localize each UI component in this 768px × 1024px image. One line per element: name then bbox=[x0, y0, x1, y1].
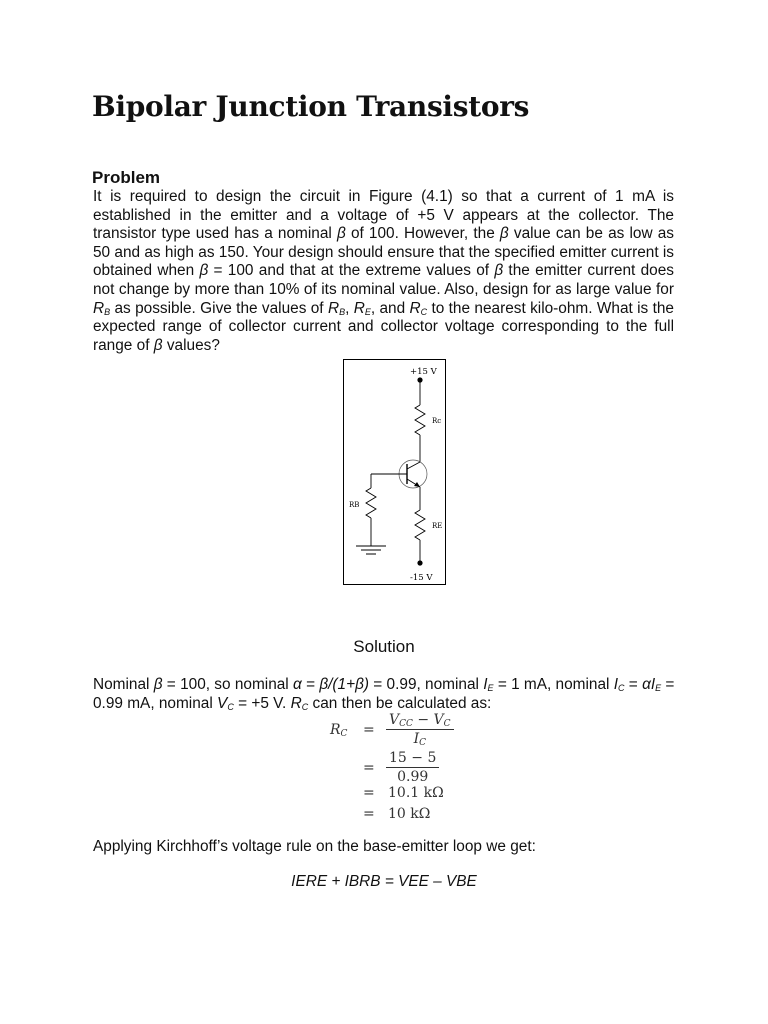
problem-text-segment: , and bbox=[370, 299, 410, 317]
fraction-denominator: 0.99 bbox=[397, 769, 429, 785]
circuit-figure bbox=[343, 359, 446, 585]
solution-text-segment: = 0.99 mA, nominal bbox=[93, 676, 675, 712]
problem-text-segment: It is required to design the circuit in Figure (4.1) so that a current of 1 mA is established in the emitter and a voltage of +5 V appears at the collector. The transistor type used has a nominal bbox=[93, 188, 674, 243]
re-label: RE bbox=[432, 522, 443, 530]
kvl-intro: Applying Kirchhoff’s voltage rule on the base-emitter loop we get: bbox=[93, 838, 536, 855]
solution-text-segment: = 0.99, nominal bbox=[369, 676, 484, 693]
minus-vc-symbol: − V bbox=[412, 712, 444, 728]
problem-text-segment: as possible. Give the values of bbox=[110, 299, 328, 317]
problem-text-segment: value can be as low as 50 and as high as 150. Your design should ensure that the specified emitter current is obtained when bbox=[93, 225, 674, 280]
solution-text-segment: = bbox=[624, 676, 643, 693]
vee-terminal bbox=[417, 560, 422, 565]
ic-symbol: I bbox=[613, 676, 619, 693]
circuit-diagram bbox=[344, 360, 447, 586]
rb-symbol: R bbox=[327, 299, 340, 317]
rc-lhs-letter: R bbox=[330, 722, 341, 738]
rc-subscript-text: C bbox=[420, 306, 428, 317]
fraction-denominator bbox=[386, 730, 454, 747]
solution-paragraph bbox=[93, 676, 683, 713]
fraction-15-5-over-0-99 bbox=[386, 750, 439, 785]
beta-symbol: β bbox=[199, 262, 209, 280]
problem-text-segment: of 100. However, the bbox=[345, 225, 500, 243]
solution-text-segment: can then be calculated as: bbox=[308, 694, 492, 712]
fraction-numerator bbox=[386, 712, 454, 730]
beta-symbol: β bbox=[336, 225, 346, 243]
problem-text-segment: , bbox=[345, 299, 354, 317]
ie-symbol: I bbox=[483, 676, 488, 693]
rb-subscript-text: B bbox=[339, 306, 346, 317]
alpha-ie-subscript-text: E bbox=[655, 683, 662, 693]
rc-resistor bbox=[415, 405, 425, 435]
beta-symbol: β bbox=[153, 676, 163, 693]
rb-symbol: R bbox=[93, 299, 105, 317]
vc-subscript: C bbox=[443, 719, 451, 729]
vcc-subscript: CC bbox=[399, 719, 413, 729]
vc-subscript-text: C bbox=[227, 701, 234, 712]
equals-sign: = bbox=[363, 760, 375, 776]
solution-heading: Solution bbox=[353, 637, 415, 656]
equals-sign: = bbox=[363, 722, 375, 738]
rb-resistor bbox=[366, 488, 376, 518]
problem-text-segment: values? bbox=[162, 336, 220, 354]
rb-subscript-text: B bbox=[104, 306, 111, 317]
ie-subscript-text: E bbox=[487, 683, 494, 693]
re-subscript-text: E bbox=[364, 306, 371, 317]
solution-text-segment: = 1 mA, nominal bbox=[493, 676, 614, 693]
rc-value-rounded: 10 kΩ bbox=[388, 806, 431, 822]
rc-subscript-text: C bbox=[301, 701, 309, 712]
beta-symbol: β bbox=[494, 262, 504, 280]
problem-heading: Problem bbox=[92, 168, 161, 187]
rc-symbol: R bbox=[290, 694, 302, 712]
rc-value-unrounded: 10.1 kΩ bbox=[388, 785, 444, 801]
problem-text-segment: the emitter current does not change by more than 10% of its nominal value. Also, design for as large value for bbox=[93, 262, 674, 298]
ic-symbol: I bbox=[413, 731, 420, 747]
beta-symbol: β bbox=[153, 336, 163, 354]
solution-text-segment: = 100, so nominal bbox=[162, 676, 294, 693]
page-title: Bipolar Junction Transistors bbox=[92, 90, 530, 123]
beta-ratio: β/(1+β) bbox=[319, 676, 370, 693]
transistor-collector-lead bbox=[407, 462, 420, 469]
rb-label: RB bbox=[349, 501, 360, 509]
solution-text-segment: = bbox=[301, 676, 320, 693]
equals-sign: = bbox=[363, 806, 375, 822]
problem-text-segment: to the nearest kilo-ohm. What is the expected range of collector current and collector voltage corresponding to the full range of bbox=[93, 299, 674, 354]
rc-label: Rc bbox=[432, 417, 442, 425]
rc-lhs bbox=[330, 722, 347, 738]
vc-symbol: V bbox=[217, 694, 228, 712]
emitter-arrow bbox=[414, 482, 420, 487]
alpha-ie-symbol: αI bbox=[642, 676, 656, 693]
equals-sign: = bbox=[363, 785, 375, 801]
re-resistor bbox=[415, 510, 425, 540]
solution-text-segment: = +5 V. bbox=[233, 694, 291, 712]
fraction-vcc-vc-over-ic bbox=[386, 712, 454, 747]
ic-subscript: C bbox=[419, 738, 426, 748]
problem-statement bbox=[93, 188, 674, 355]
fraction-numerator: 15 − 5 bbox=[386, 750, 439, 768]
vee-label: -15 V bbox=[410, 573, 433, 583]
re-symbol: R bbox=[353, 299, 365, 317]
rc-equation-block bbox=[328, 712, 528, 824]
rc-lhs-subscript: C bbox=[340, 729, 348, 739]
problem-text-segment: = 100 and that at the extreme values of bbox=[208, 262, 495, 280]
ic-subscript-text: C bbox=[618, 683, 625, 693]
vcc-label: +15 V bbox=[410, 367, 437, 377]
solution-text-segment: Nominal bbox=[93, 676, 154, 693]
beta-symbol: β bbox=[499, 225, 509, 243]
rc-symbol: R bbox=[409, 299, 421, 317]
alpha-symbol: α bbox=[293, 676, 302, 693]
vcc-symbol: V bbox=[389, 712, 400, 728]
kvl-equation: IERE + IBRB = VEE – VBE bbox=[291, 873, 477, 890]
